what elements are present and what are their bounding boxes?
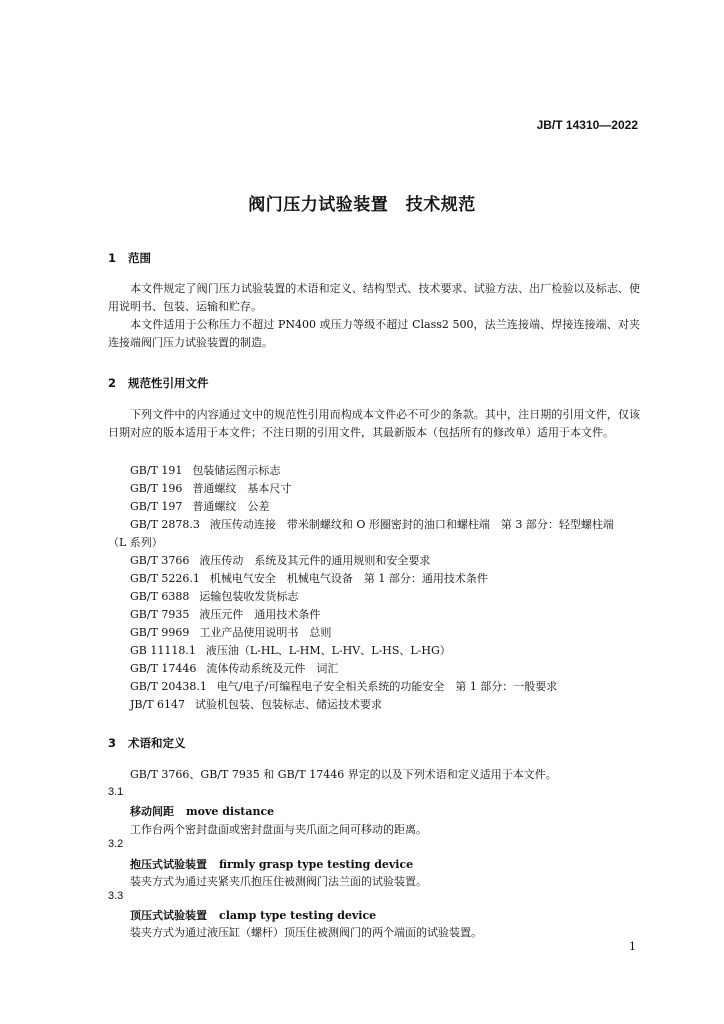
paragraph-text: GB/T 3766、GB/T 7935 和 GB/T 17446 界定的以及下列术语和定义适用于本文件。 [130,768,557,781]
reference-code: GB/T 7935 [130,608,190,621]
section-title: 范围 [128,251,151,265]
reference-code: GB/T 6388 [130,590,190,603]
reference-code: GB 11118.1 [130,644,196,657]
reference-item [130,678,557,694]
term-en: move distance [186,805,275,818]
reference-title: 包装储运图示标志 [192,464,281,477]
term-definition: 工作台两个密封盘面或密封盘面与夹爪面之间可移动的距离。 [130,823,427,836]
reference-title: 液压元件 通用技术条件 [199,608,321,621]
reference-continuation: （L 系列） [108,536,163,549]
term-heading [130,803,274,819]
section-1-heading [108,250,151,266]
reference-code: GB/T 191 [130,464,183,477]
reference-item [130,570,488,586]
reference-code: GB/T 196 [130,482,183,495]
reference-title: 试验机包装、包装标志、储运技术要求 [195,698,383,711]
term-definition: 装夹方式为通过液压缸（螺杆）顶压住被测阀门的两个端面的试验装置。 [130,926,482,939]
reference-code: GB/T 9969 [130,626,190,639]
section-1-paragraph-1 [108,280,640,316]
section-2-paragraph-1 [108,406,640,442]
reference-item [130,660,338,676]
page-number: 1 [629,940,636,953]
term-heading [130,907,376,923]
section-3-heading [108,735,186,751]
section-2-heading [108,375,209,391]
reference-title: 液压传动连接 带米制螺纹和 O 形圈密封的油口和螺柱端 第 3 部分：轻型螺柱端 [209,518,614,531]
term-cn: 移动间距 [130,805,174,818]
reference-title: 机械电气安全 机械电气设备 第 1 部分：通用技术条件 [209,572,488,585]
paragraph-text: 本文件规定了阀门压力试验装置的术语和定义、结构型式、技术要求、试验方法、出厂检验以及标志、使用说明书、包装、运输和贮存。 [108,282,640,313]
reference-code: GB/T 5226.1 [130,572,200,585]
reference-item [130,642,451,658]
term-number: 3.1 [108,786,124,798]
paragraph-text: 本文件适用于公称压力不超过 PN400 或压力等级不超过 Class2 500，法兰连接端、焊接连接端、对夹连接端阀门压力试验装置的制造。 [108,318,640,349]
reference-item [130,516,614,532]
term-en: firmly grasp type testing device [219,858,414,871]
paragraph-text: 下列文件中的内容通过文中的规范性引用而构成本文件必不可少的条款。其中，注日期的引用文件，仅该日期对应的版本适用于本文件；不注日期的引用文件，其最新版本（包括所有的修改单）适用于本文件。 [108,408,640,439]
term-number: 3.2 [108,838,124,850]
reference-title: 液压传动 系统及其元件的通用规则和安全要求 [199,554,431,567]
reference-item [130,462,280,478]
reference-title: 电气/电子/可编程电子安全相关系统的功能安全 第 1 部分：一般要求 [216,680,558,693]
reference-code: JB/T 6147 [130,698,186,711]
reference-item [130,624,331,640]
reference-code: GB/T 20438.1 [130,680,207,693]
term-cn: 抱压式试验装置 [130,858,207,871]
section-3-paragraph-1 [108,766,640,784]
section-1-paragraph-2 [108,316,640,352]
term-heading [130,856,413,872]
reference-title: 工业产品使用说明书 总则 [199,626,332,639]
section-number: 2 [108,376,117,390]
reference-title: 流体传动系统及元件 词汇 [206,662,339,675]
reference-title: 运输包装收发货标志 [199,590,299,603]
reference-item [130,498,269,514]
reference-item [130,552,430,568]
standard-number: JB/T 14310—2022 [536,118,638,132]
term-en: clamp type testing device [219,909,377,922]
document-title: 阀门压力试验装置 技术规范 [248,195,476,215]
reference-code: GB/T 2878.3 [130,518,200,531]
reference-title: 液压油（L-HL、L-HM、L-HV、L-HS、L-HG） [205,644,451,657]
reference-code: GB/T 197 [130,500,183,513]
reference-item [130,696,382,712]
reference-code: GB/T 3766 [130,554,190,567]
reference-title: 普通螺纹 基本尺寸 [192,482,292,495]
section-title: 术语和定义 [128,736,186,750]
reference-title: 普通螺纹 公差 [192,500,270,513]
term-definition: 装夹方式为通过夹紧夹爪抱压住被测阀门法兰面的试验装置。 [130,875,427,888]
reference-item [130,606,320,622]
term-cn: 顶压式试验装置 [130,909,207,922]
reference-item [130,480,291,496]
section-title: 规范性引用文件 [128,376,209,390]
reference-item [130,588,298,604]
section-number: 3 [108,736,117,750]
reference-code: GB/T 17446 [130,662,197,675]
section-number: 1 [108,251,117,265]
term-number: 3.3 [108,890,124,902]
